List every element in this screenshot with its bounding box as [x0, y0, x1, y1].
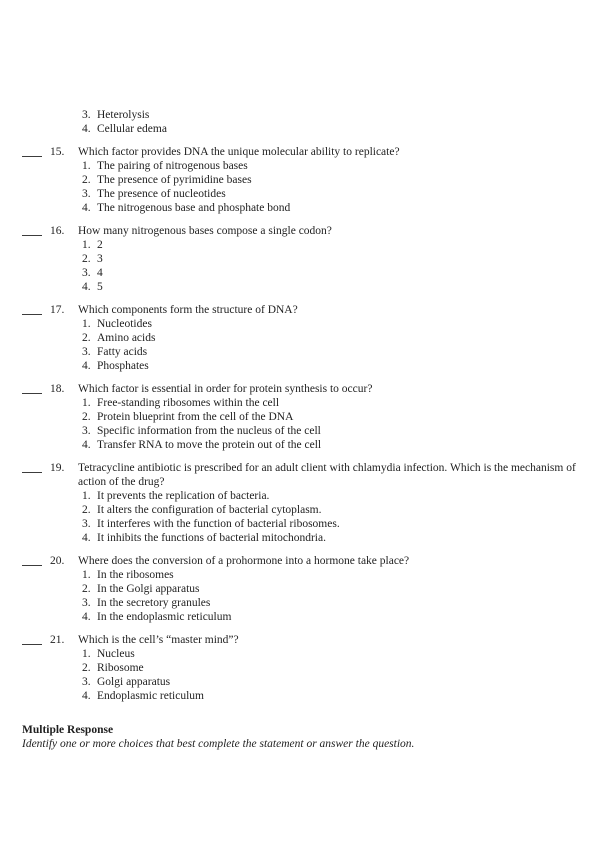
option-number: 3.: [82, 346, 91, 358]
answer-option: [78, 489, 582, 503]
answer-option: [78, 647, 582, 661]
question-text: Tetracycline antibiotic is prescribed for an adult client with chlamydia infection. Which is the mechanism of action of the drug?: [78, 462, 576, 488]
answer-option: [78, 122, 582, 136]
option-number: 2.: [82, 411, 91, 423]
option-text: The pairing of nitrogenous bases: [97, 160, 248, 172]
answer-option: [78, 345, 582, 359]
question: [22, 145, 582, 215]
section-heading: Multiple Response: [22, 724, 114, 736]
question-text: Which factor is essential in order for protein synthesis to occur?: [78, 383, 373, 395]
option-number: 1.: [82, 239, 91, 251]
option-number: 4.: [82, 123, 91, 135]
answer-option: [78, 675, 582, 689]
answer-option: [78, 503, 582, 517]
answer-option: [78, 438, 582, 452]
option-number: 4.: [82, 281, 91, 293]
question-list: [22, 145, 582, 703]
answer-options: [78, 159, 582, 215]
option-number: 1.: [82, 569, 91, 581]
option-number: 3.: [82, 676, 91, 688]
option-text: Transfer RNA to move the protein out of the cell: [97, 439, 322, 451]
option-number: 4.: [82, 360, 91, 372]
option-number: 4.: [82, 439, 91, 451]
question-number: 17.: [50, 304, 65, 316]
answer-options: [78, 489, 582, 545]
question-number: 18.: [50, 383, 65, 395]
answer-options: [78, 647, 582, 703]
answer-blank: [22, 303, 42, 315]
answer-option: [78, 238, 582, 252]
option-number: 4.: [82, 690, 91, 702]
answer-blank: [22, 145, 42, 157]
answer-blank: [22, 224, 42, 236]
answer-option: [78, 266, 582, 280]
carryover-options: [78, 108, 582, 136]
option-text: The nitrogenous base and phosphate bond: [97, 202, 291, 214]
option-number: 1.: [82, 490, 91, 502]
answer-option: [78, 187, 582, 201]
answer-options: [78, 396, 582, 452]
option-number: 3.: [82, 597, 91, 609]
option-number: 2.: [82, 504, 91, 516]
option-number: 3.: [82, 267, 91, 279]
question-number: 15.: [50, 146, 65, 158]
question: [22, 382, 582, 452]
answer-blank: [22, 382, 42, 394]
option-text: Specific information from the nucleus of the cell: [97, 425, 321, 437]
option-number: 2.: [82, 583, 91, 595]
option-number: 2.: [82, 174, 91, 186]
option-text: Ribosome: [97, 662, 144, 674]
answer-option: [78, 661, 582, 675]
answer-option: [78, 568, 582, 582]
question: [22, 303, 582, 373]
answer-option: [78, 531, 582, 545]
answer-option: [78, 108, 582, 122]
section-instruction: Identify one or more choices that best complete the statement or answer the question.: [22, 738, 415, 750]
question-text: Which is the cell’s “master mind”?: [78, 634, 239, 646]
answer-option: [78, 331, 582, 345]
option-text: Golgi apparatus: [97, 676, 171, 688]
option-text: It interferes with the function of bacterial ribosomes.: [97, 518, 340, 530]
option-text: It inhibits the functions of bacterial mitochondria.: [97, 532, 326, 544]
option-text: Nucleotides: [97, 318, 152, 330]
option-number: 4.: [82, 532, 91, 544]
option-text: It alters the configuration of bacterial cytoplasm.: [97, 504, 322, 516]
option-text: Endoplasmic reticulum: [97, 690, 204, 702]
option-text: Free-standing ribosomes within the cell: [97, 397, 280, 409]
answer-option: [78, 252, 582, 266]
answer-blank: [22, 554, 42, 566]
option-text: The presence of pyrimidine bases: [97, 174, 252, 186]
option-text: Cellular edema: [97, 123, 167, 135]
option-number: 2.: [82, 662, 91, 674]
answer-option: [78, 159, 582, 173]
option-number: 1.: [82, 648, 91, 660]
option-number: 3.: [82, 188, 91, 200]
option-text: In the secretory granules: [97, 597, 211, 609]
answer-option: [78, 359, 582, 373]
option-text: 4: [97, 267, 103, 279]
answer-options: [78, 568, 582, 624]
option-number: 2.: [82, 253, 91, 265]
option-text: In the Golgi apparatus: [97, 583, 200, 595]
answer-option: [78, 610, 582, 624]
question: [22, 554, 582, 624]
question-text: Which factor provides DNA the unique molecular ability to replicate?: [78, 146, 400, 158]
question-text: Where does the conversion of a prohormone into a hormone take place?: [78, 555, 410, 567]
answer-option: [78, 280, 582, 294]
option-text: 3: [97, 253, 103, 265]
option-text: 2: [97, 239, 103, 251]
option-text: In the endoplasmic reticulum: [97, 611, 232, 623]
answer-blank: [22, 461, 42, 473]
answer-option: [78, 517, 582, 531]
option-number: 4.: [82, 202, 91, 214]
question-number: 19.: [50, 462, 65, 474]
question-number: 20.: [50, 555, 65, 567]
question: [22, 224, 582, 294]
answer-options: [78, 317, 582, 373]
option-number: 1.: [82, 160, 91, 172]
option-text: The presence of nucleotides: [97, 188, 226, 200]
option-number: 1.: [82, 397, 91, 409]
option-number: 1.: [82, 318, 91, 330]
option-text: It prevents the replication of bacteria.: [97, 490, 270, 502]
answer-option: [78, 201, 582, 215]
answer-blank: [22, 633, 42, 645]
answer-options: [78, 238, 582, 294]
option-text: Nucleus: [97, 648, 135, 660]
answer-option: [78, 582, 582, 596]
option-text: Amino acids: [97, 332, 156, 344]
option-number: 3.: [82, 109, 91, 121]
option-text: Phosphates: [97, 360, 149, 372]
answer-option: [78, 317, 582, 331]
question-number: 16.: [50, 225, 65, 237]
option-text: 5: [97, 281, 103, 293]
answer-option: [78, 410, 582, 424]
question-number: 21.: [50, 634, 65, 646]
question: [22, 461, 582, 545]
option-text: In the ribosomes: [97, 569, 174, 581]
answer-option: [78, 424, 582, 438]
option-text: Protein blueprint from the cell of the DNA: [97, 411, 294, 423]
question-text: How many nitrogenous bases compose a single codon?: [78, 225, 332, 237]
option-text: Heterolysis: [97, 109, 150, 121]
option-number: 3.: [82, 518, 91, 530]
answer-option: [78, 173, 582, 187]
answer-option: [78, 596, 582, 610]
option-number: 4.: [82, 611, 91, 623]
answer-option: [78, 689, 582, 703]
option-number: 2.: [82, 332, 91, 344]
question: [22, 633, 582, 703]
option-number: 3.: [82, 425, 91, 437]
answer-option: [78, 396, 582, 410]
option-text: Fatty acids: [97, 346, 148, 358]
question-text: Which components form the structure of DNA?: [78, 304, 298, 316]
